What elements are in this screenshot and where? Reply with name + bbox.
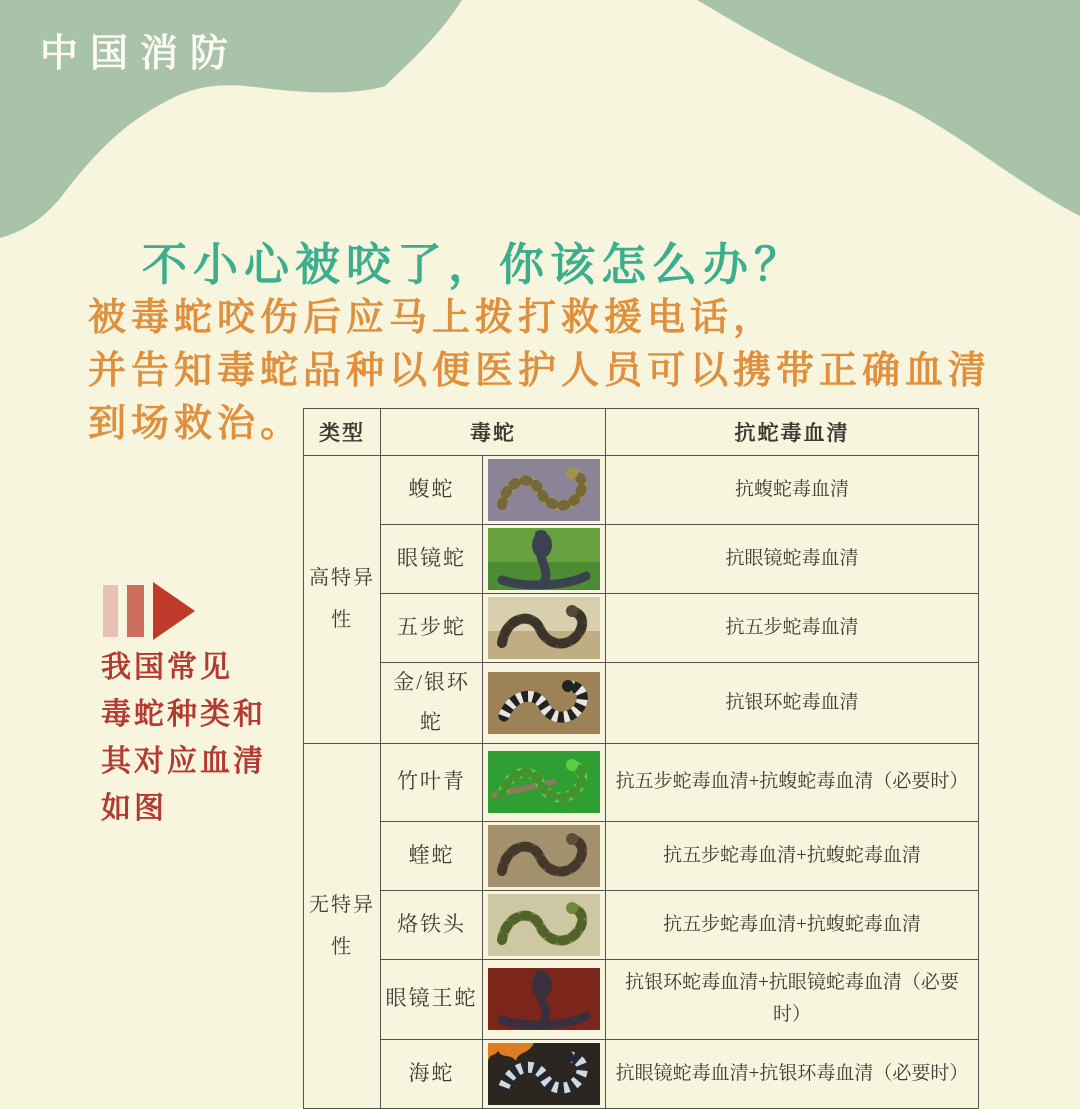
snake-image-cell bbox=[483, 594, 606, 663]
header-type: 类型 bbox=[304, 409, 381, 456]
table-row bbox=[304, 1039, 979, 1108]
snake-image-cell bbox=[483, 663, 606, 744]
snake-photo bbox=[488, 459, 600, 521]
snake-name-cell: 蝰蛇 bbox=[381, 821, 483, 890]
serum-cell: 抗银环蛇毒血清 bbox=[606, 663, 979, 744]
serum-cell: 抗五步蛇毒血清 bbox=[606, 594, 979, 663]
antivenom-table bbox=[303, 408, 979, 1109]
snake-image-cell bbox=[483, 1039, 606, 1108]
table-row bbox=[304, 743, 979, 821]
serum-cell: 抗眼镜蛇毒血清 bbox=[606, 525, 979, 594]
serum-cell: 抗眼镜蛇毒血清+抗银环毒血清（必要时） bbox=[606, 1039, 979, 1108]
side-note-line: 毒蛇种类和 bbox=[101, 698, 266, 731]
serum-cell: 抗五步蛇毒血清+抗蝮蛇毒血清 bbox=[606, 821, 979, 890]
arrow-bar-medium bbox=[127, 585, 144, 637]
serum-cell: 抗五步蛇毒血清+抗蝮蛇毒血清（必要时） bbox=[606, 743, 979, 821]
side-note bbox=[101, 644, 266, 832]
table-row bbox=[304, 821, 979, 890]
table-body bbox=[304, 456, 979, 1109]
snake-image-cell bbox=[483, 525, 606, 594]
side-note-line: 如图 bbox=[101, 792, 167, 825]
table-row bbox=[304, 456, 979, 525]
side-note-line: 其对应血清 bbox=[101, 745, 266, 778]
snake-photo bbox=[488, 672, 600, 734]
snake-name-cell: 蝮蛇 bbox=[381, 456, 483, 525]
table-row bbox=[304, 959, 979, 1039]
snake-photo bbox=[488, 597, 600, 659]
snake-image-cell bbox=[483, 456, 606, 525]
snake-name-cell: 烙铁头 bbox=[381, 890, 483, 959]
table-header-row bbox=[304, 409, 979, 456]
snake-photo bbox=[488, 968, 600, 1030]
serum-cell: 抗蝮蛇毒血清 bbox=[606, 456, 979, 525]
table-row bbox=[304, 663, 979, 744]
intro-line: 并告知毒蛇品种以便医护人员可以携带正确血清 bbox=[88, 350, 992, 392]
table-row bbox=[304, 890, 979, 959]
intro-line: 到场救治。 bbox=[88, 403, 304, 445]
header-wave-right bbox=[697, 0, 1080, 216]
header-snake: 毒蛇 bbox=[381, 409, 606, 456]
snake-name-cell: 竹叶青 bbox=[381, 743, 483, 821]
snake-image-cell bbox=[483, 890, 606, 959]
snake-photo bbox=[488, 894, 600, 956]
brand-logo: 中国消防 bbox=[40, 33, 241, 75]
side-note-line: 我国常见 bbox=[101, 651, 233, 684]
snake-photo bbox=[488, 1043, 600, 1105]
serum-cell: 抗银环蛇毒血清+抗眼镜蛇毒血清（必要时） bbox=[606, 959, 979, 1039]
header-serum: 抗蛇毒血清 bbox=[606, 409, 979, 456]
snake-image-cell bbox=[483, 743, 606, 821]
arrow-bar-light bbox=[103, 585, 118, 637]
snake-name-cell: 眼镜蛇 bbox=[381, 525, 483, 594]
type-group-cell: 无特异性 bbox=[304, 743, 381, 1108]
table-row bbox=[304, 525, 979, 594]
snake-photo bbox=[488, 751, 600, 813]
snake-photo bbox=[488, 825, 600, 887]
table-row bbox=[304, 594, 979, 663]
snake-image-cell bbox=[483, 821, 606, 890]
snake-image-cell bbox=[483, 959, 606, 1039]
snake-name-cell: 五步蛇 bbox=[381, 594, 483, 663]
type-group-cell: 高特异性 bbox=[304, 456, 381, 744]
snake-name-cell: 金/银环蛇 bbox=[381, 663, 483, 744]
serum-cell: 抗五步蛇毒血清+抗蝮蛇毒血清 bbox=[606, 890, 979, 959]
page-title: 不小心被咬了，你该怎么办？ bbox=[142, 239, 806, 290]
arrow-triangle bbox=[153, 582, 195, 640]
intro-line: 被毒蛇咬伤后应马上拨打救援电话， bbox=[88, 297, 777, 339]
arrow-icon bbox=[103, 582, 195, 640]
snake-name-cell: 海蛇 bbox=[381, 1039, 483, 1108]
snake-name-cell: 眼镜王蛇 bbox=[381, 959, 483, 1039]
snake-photo bbox=[488, 528, 600, 590]
